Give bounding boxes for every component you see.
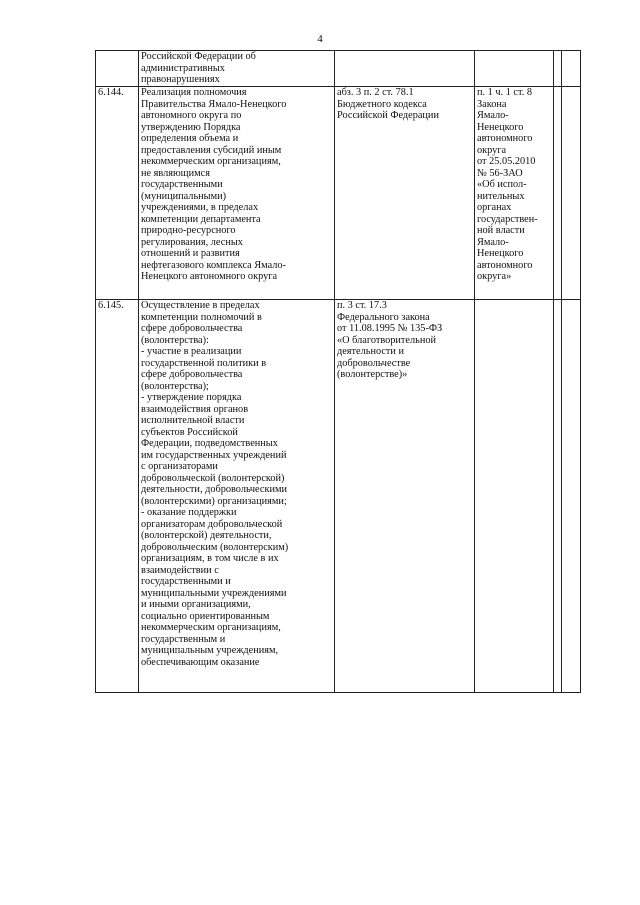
text-line: абз. 3 п. 2 ст. 78.1 <box>337 87 414 98</box>
text-line: Ненецкого <box>477 121 524 133</box>
row-number-cell: 6.145. <box>96 300 139 693</box>
text-line: субъектов Российской <box>141 426 238 438</box>
text-line: № 56-ЗАО <box>477 167 523 179</box>
text-line: Правительства Ямало-Ненецкого <box>141 98 287 110</box>
text-line: добровольческой (волонтерской) <box>141 472 285 484</box>
text-line: некоммерческим организациям, <box>141 622 281 633</box>
text-line: - оказание поддержки <box>141 507 237 518</box>
text-line: деятельности, добровольческими <box>141 484 287 495</box>
text-line: государственными и <box>141 576 231 587</box>
text-line: от 25.05.2010 <box>477 156 536 167</box>
empty-cell-5 <box>554 300 562 693</box>
text-line: государственным и <box>141 633 226 645</box>
text-line: с организаторами <box>141 461 218 472</box>
text-line: добровольческим (волонтерским) <box>141 541 289 553</box>
text-line: «Об испол- <box>477 179 527 190</box>
empty-cell-6 <box>562 87 581 300</box>
text-line: «О благотворительной <box>337 334 437 346</box>
text-line: (волонтерства): <box>141 334 209 346</box>
table-row <box>96 300 581 693</box>
legal-basis-cell <box>335 51 475 87</box>
text-line: не являющимся <box>141 167 210 179</box>
text-line: нефтегазового комплекса Ямало- <box>141 259 286 271</box>
text-line: исполнительной власти <box>141 415 245 426</box>
text-line: округа <box>477 144 507 156</box>
text-line: Закона <box>477 98 507 110</box>
legal-basis-cell <box>335 300 475 693</box>
text-line: сфере добровольчества <box>141 323 243 334</box>
text-line: учреждениями, в пределах <box>141 202 259 213</box>
text-line: деятельности и <box>337 346 405 357</box>
table-row <box>96 51 581 87</box>
text-line: (волонтерства); <box>141 380 209 392</box>
text-line: некоммерческим организациям, <box>141 156 281 167</box>
text-line: социально ориентированным <box>141 610 270 622</box>
text-line: п. 1 ч. 1 ст. 8 <box>477 87 533 98</box>
empty-cell-5 <box>554 51 562 87</box>
text-line: государственной политики в <box>141 357 267 369</box>
page-number: 4 <box>317 33 323 45</box>
text-line: организациям, в том числе в их <box>141 553 279 564</box>
text-line: правонарушениях <box>141 74 220 85</box>
regional-act-cell <box>475 87 554 300</box>
legal-basis-cell <box>335 87 475 300</box>
text-line: п. 3 ст. 17.3 <box>337 300 387 311</box>
text-line: обеспечивающим оказание <box>141 656 260 668</box>
empty-cell-5 <box>554 87 562 300</box>
text-line: Ненецкого <box>477 248 524 259</box>
text-line: муниципальным учреждениям, <box>141 645 279 656</box>
description-cell <box>139 51 335 87</box>
text-line: взаимодействия органов <box>141 403 249 415</box>
text-line: нительных <box>477 190 525 202</box>
text-line: Осуществление в пределах <box>141 300 260 311</box>
regional-act-cell <box>475 51 554 87</box>
text-line: государствен- <box>477 213 538 225</box>
text-line: округа» <box>477 271 512 282</box>
text-line: автономного округа по <box>141 110 242 121</box>
text-line: органах <box>477 202 512 213</box>
text-line: сфере добровольчества <box>141 369 243 380</box>
table-row <box>96 87 581 300</box>
text-line: им государственных учреждений <box>141 449 287 461</box>
empty-cell-6 <box>562 51 581 87</box>
text-line: автономного <box>477 259 533 271</box>
text-line: Федерального закона <box>337 311 430 323</box>
text-line: взаимодействии с <box>141 564 219 576</box>
text-line: государственными <box>141 179 223 190</box>
text-line: регулирования, лесных <box>141 236 243 248</box>
text-line: ной власти <box>477 225 525 236</box>
text-line: Ямало- <box>477 110 509 121</box>
text-line: муниципальными учреждениями <box>141 587 287 599</box>
text-line: и иными организациями, <box>141 599 251 610</box>
competencies-table <box>95 50 581 693</box>
text-line: определения объема и <box>141 133 239 144</box>
text-line: компетенции департамента <box>141 213 261 225</box>
text-line: природно-ресурсного <box>141 225 236 236</box>
row-number-cell <box>96 51 139 87</box>
text-line: Реализация полномочия <box>141 87 247 98</box>
description-cell <box>139 87 335 300</box>
empty-cell-6 <box>562 300 581 693</box>
text-line: - утверждение порядка <box>141 392 242 403</box>
text-line: организаторам добровольческой <box>141 518 283 530</box>
text-line: Российской Федерации об <box>141 51 256 62</box>
text-line: автономного <box>477 133 533 144</box>
regional-act-cell <box>475 300 554 693</box>
text-line: (волонтерстве)» <box>337 369 408 380</box>
text-line: предоставления субсидий иным <box>141 144 282 156</box>
text-line: - участие в реализации <box>141 346 242 357</box>
text-line: от 11.08.1995 № 135-ФЗ <box>337 323 443 334</box>
text-line: административных <box>141 62 225 74</box>
description-cell <box>139 300 335 693</box>
row-number-cell: 6.144. <box>96 87 139 300</box>
text-line: Российской Федерации <box>337 110 439 121</box>
text-line: отношений и развития <box>141 248 240 259</box>
text-line: Ненецкого автономного округа <box>141 271 278 282</box>
text-line: компетенции полномочий в <box>141 311 262 323</box>
text-line: (волонтерскими) организациями; <box>141 495 287 507</box>
text-line: (муниципальными) <box>141 190 227 202</box>
text-line: Ямало- <box>477 236 509 248</box>
text-line: Бюджетного кодекса <box>337 98 427 110</box>
text-line: Федерации, подведомственных <box>141 438 278 449</box>
text-line: добровольчестве <box>337 357 411 369</box>
text-line: утверждению Порядка <box>141 121 241 133</box>
text-line: (волонтерской) деятельности, <box>141 530 272 541</box>
